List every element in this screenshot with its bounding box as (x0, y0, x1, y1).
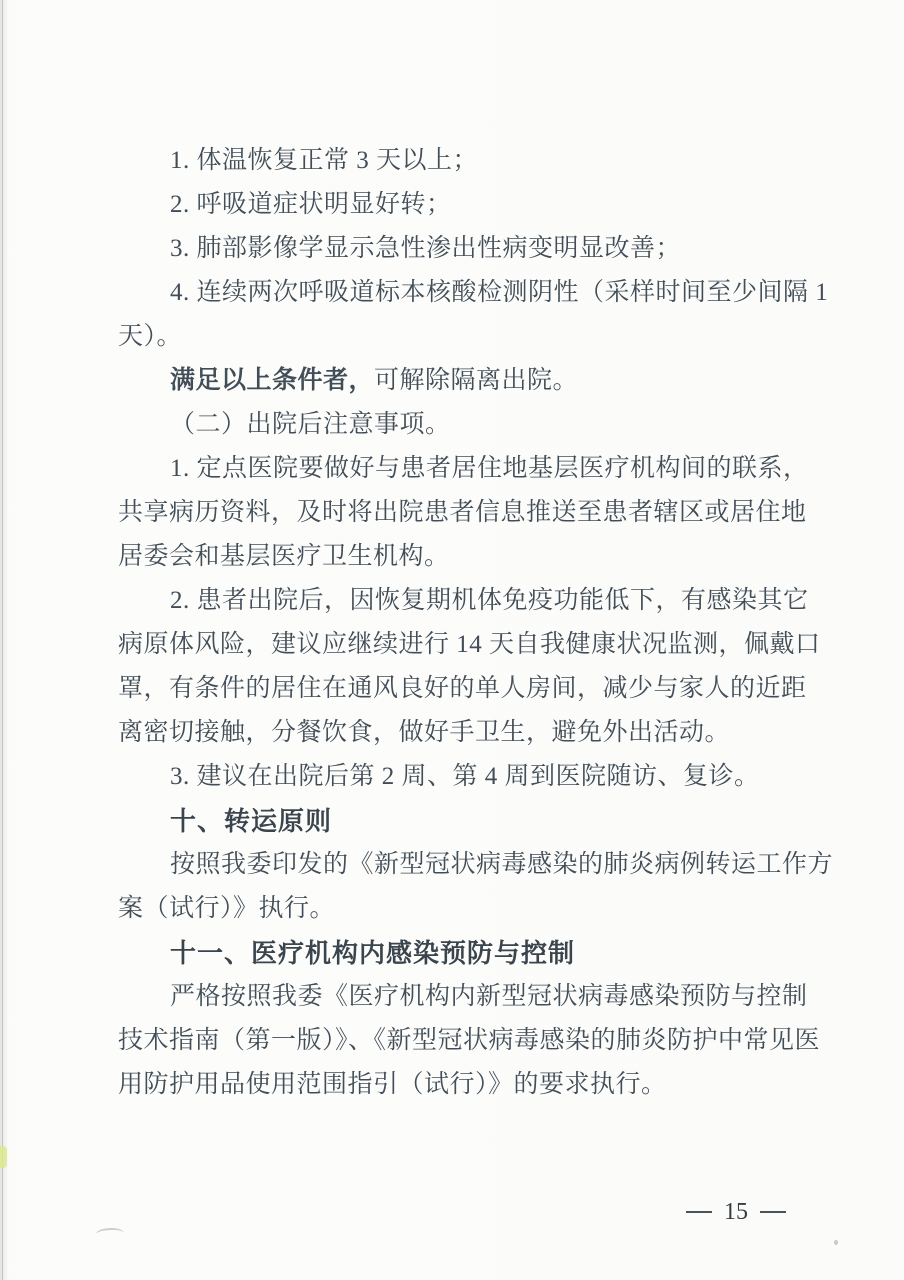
post-discharge-item-3: 3. 建议在出院后第 2 周、第 4 周到医院随访、复诊。 (170, 763, 760, 790)
discharge-criteria-item-2: 2. 呼吸道症状明显好转； (170, 191, 452, 218)
post-discharge-item-1-line-3: 居委会和基层医疗卫生机构。 (118, 543, 450, 570)
section-10-paragraph-line-2: 案（试行）》执行。 (118, 895, 336, 922)
subsection-2-title: （二）出院后注意事项。 (170, 411, 451, 438)
discharge-criteria-item-3: 3. 肺部影像学显示急性渗出性病变明显改善； (170, 235, 682, 262)
footer-dash-right (760, 1211, 786, 1213)
scan-edge-line (2, 0, 3, 1280)
section-11-heading: 十一、医疗机构内感染预防与控制 (170, 938, 576, 968)
section-10-heading: 十、转运原则 (170, 806, 333, 836)
scan-artifact-highlighter-mark (0, 1146, 7, 1168)
section-10-paragraph-line-1: 按照我委印发的《新型冠状病毒感染的肺炎病例转运工作方 (170, 851, 834, 878)
document-body (118, 139, 834, 1107)
discharge-conclusion-rest: 可解除隔离出院。 (374, 367, 579, 394)
scan-artifact-squiggle (96, 1227, 125, 1240)
post-discharge-item-2-line-2: 病原体风险，建议应继续进行 14 天自我健康状况监测，佩戴口 (118, 631, 821, 658)
post-discharge-item-2-line-4: 离密切接触，分餐饮食，做好手卫生，避免外出活动。 (118, 719, 731, 746)
page-footer (686, 1198, 786, 1226)
section-11-paragraph-line-1: 严格按照我委《医疗机构内新型冠状病毒感染预防与控制 (170, 983, 808, 1010)
discharge-conclusion-bold: 满足以上条件者， (170, 367, 375, 394)
post-discharge-item-2-line-3: 罩，有条件的居住在通风良好的单人房间，减少与家人的近距 (118, 675, 807, 702)
discharge-criteria-item-1: 1. 体温恢复正常 3 天以上； (170, 147, 479, 174)
footer-dash-left (686, 1211, 712, 1213)
page-number: 15 (724, 1199, 748, 1225)
discharge-criteria-item-4-line-2: 天）。 (118, 323, 183, 350)
discharge-criteria-item-4-line-1: 4. 连续两次呼吸道标本核酸检测阴性（采样时间至少间隔 1 (170, 279, 829, 306)
post-discharge-item-1-line-2: 共享病历资料，及时将出院患者信息推送至患者辖区或居住地 (118, 499, 807, 526)
post-discharge-item-2-line-1: 2. 患者出院后，因恢复期机体免疫功能低下，有感染其它 (170, 587, 809, 614)
scan-artifact-speck (834, 1240, 838, 1245)
section-11-paragraph-line-2: 技术指南（第一版）》、《新型冠状病毒感染的肺炎防护中常见医 (118, 1027, 821, 1054)
discharge-conclusion-line (118, 359, 786, 403)
section-11-paragraph-line-3: 用防护用品使用范围指引（试行）》的要求执行。 (118, 1071, 667, 1098)
post-discharge-item-1-line-1: 1. 定点医院要做好与患者居住地基层医疗机构间的联系， (170, 455, 809, 482)
